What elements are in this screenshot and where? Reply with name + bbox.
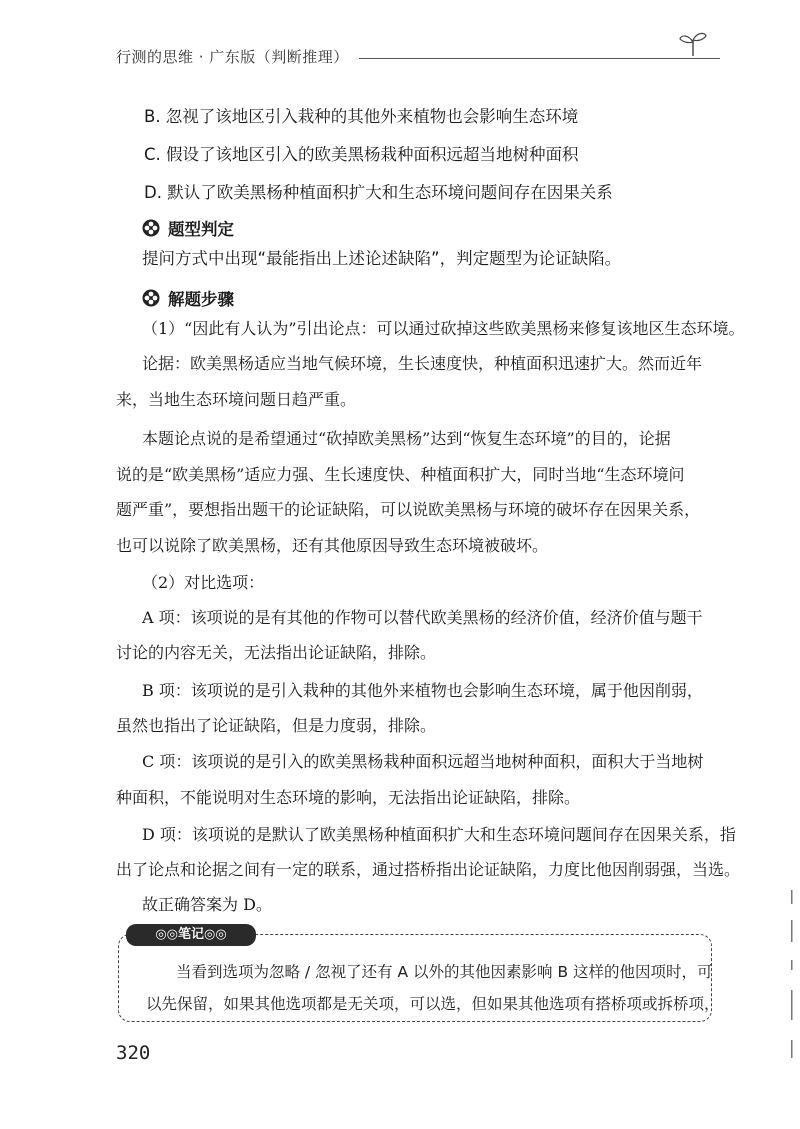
para-line4: 也可以说除了欧美黑杨，还有其他原因导致生态环境被破坏。 xyxy=(116,536,549,555)
section-heading-type xyxy=(142,216,234,240)
analysis-b-line1: B 项：该项说的是引入栽种的其他外来植物也会影响生态环境，属于他因削弱， xyxy=(142,681,703,700)
scan-margin-marks xyxy=(790,890,794,1090)
step1-line1: （1）“因此有人认为”引出论点：可以通过砍掉这些欧美黑杨来修复该地区生态环境。 xyxy=(142,319,745,338)
flower-icon xyxy=(142,289,160,307)
step2: （2）对比选项： xyxy=(142,573,265,592)
option-b: B. 忽视了该地区引入栽种的其他外来植物也会影响生态环境 xyxy=(144,107,579,126)
header-title: 行测的思维 · 广东版（判断推理） xyxy=(116,47,349,66)
tip-line2: 以先保留，如果其他选项都是无关项，可以选，但如果其他选项有搭桥项或拆桥项， xyxy=(146,995,720,1013)
step1-line3: 来，当地生态环境问题日趋严重。 xyxy=(116,390,357,409)
para-line2: 说的是“欧美黑杨”适应力强、生长速度快、种植面积扩大，同时当地“生态环境问 xyxy=(116,465,685,484)
step1-line2: 论据：欧美黑杨适应当地气候环境，生长速度快，种植面积迅速扩大。然而近年 xyxy=(142,354,703,373)
flower-icon xyxy=(142,219,160,237)
section-heading-steps xyxy=(142,286,234,310)
analysis-b-line2: 虽然也指出了论证缺陷，但是力度弱，排除。 xyxy=(116,716,437,735)
tip-label: ◎◎笔记◎◎ xyxy=(126,924,256,946)
header-rule xyxy=(359,58,720,59)
analysis-c-line1: C 项：该项说的是引入的欧美黑杨栽种面积远超当地树种面积，面积大于当地树 xyxy=(142,752,704,771)
answer: 故正确答案为 D。 xyxy=(142,895,272,914)
para-line1: 本题论点说的是希望通过“砍掉欧美黑杨”达到“恢复生态环境”的目的，论据 xyxy=(142,429,671,448)
running-header xyxy=(116,44,720,68)
page-number: 320 xyxy=(116,1042,151,1064)
analysis-c-line2: 种面积，不能说明对生态环境的影响，无法指出论证缺陷，排除。 xyxy=(116,788,581,807)
para-line3: 题严重”，要想指出题干的论证缺陷，可以说欧美黑杨与环境的破坏存在因果关系， xyxy=(116,500,701,519)
analysis-d-line1: D 项：该项说的是默认了欧美黑杨种植面积扩大和生态环境问题间存在因果关系，指 xyxy=(142,825,736,844)
section-heading-steps-text: 解题步骤 xyxy=(168,290,234,309)
analysis-a-line1: A 项：该项说的是有其他的作物可以替代欧美黑杨的经济价值，经济价值与题干 xyxy=(142,608,703,627)
analysis-a-line2: 讨论的内容无关，无法指出论证缺陷，排除。 xyxy=(116,643,437,662)
sprout-icon xyxy=(678,30,708,58)
section-heading-type-text: 题型判定 xyxy=(168,220,234,239)
analysis-d-line2: 出了论点和论据之间有一定的联系，通过搭桥指出论证缺陷，力度比他因削弱强，当选。 xyxy=(116,860,741,879)
option-d: D. 默认了欧美黑杨种植面积扩大和生态环境问题间存在因果关系 xyxy=(144,183,613,202)
type-text: 提问方式中出现“最能指出上述论述缺陷”，判定题型为论证缺陷。 xyxy=(142,249,622,268)
option-c: C. 假设了该地区引入的欧美黑杨栽种面积远超当地树种面积 xyxy=(144,145,579,164)
tip-line1: 当看到选项为忽略 / 忽视了还有 A 以外的其他因素影响 B 这样的他因项时，可 xyxy=(176,963,713,981)
